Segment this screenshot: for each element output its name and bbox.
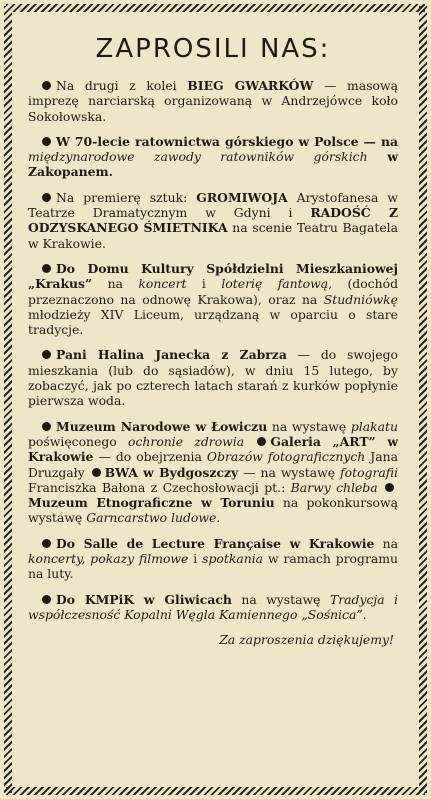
hatched-border-bottom xyxy=(6,787,425,795)
bullet-icon xyxy=(42,193,51,202)
list-item xyxy=(28,261,398,337)
bullet-icon xyxy=(385,483,394,492)
item-italic: koncert xyxy=(138,276,187,292)
item-text: — na wystawę xyxy=(238,464,341,480)
hatched-border-top xyxy=(6,4,425,12)
item-text: — do obejrzenia xyxy=(93,449,207,465)
item-bold: Galeria „ART” w Krakowie xyxy=(28,433,398,465)
item-bold: w Zakopanem. xyxy=(28,149,398,180)
item-text: — masową imprezę narciarską organizowaną w Andrzejówce koło Sokołowska. xyxy=(28,78,399,124)
item-italic: plakatu xyxy=(350,418,398,434)
list-item xyxy=(28,347,398,408)
item-bold: RADOŚĆ Z ODZYSKANEGO ŚMIETNIKA xyxy=(28,205,398,236)
item-italic: Garncarstwo ludowe xyxy=(86,510,217,526)
item-italic: ochronie zdrowia xyxy=(128,433,245,449)
item-text: . xyxy=(216,510,221,526)
list-item xyxy=(28,78,398,124)
bullet-icon xyxy=(42,422,51,431)
closing-thanks: Za zaproszenia dziękujemy! xyxy=(219,632,394,648)
item-bold: Pani Halina Janecka z Zabrza xyxy=(56,347,287,363)
list-item xyxy=(28,536,398,582)
item-text: Arystofanesa w Teatrze Dramatycznym w Gdyni i xyxy=(28,189,399,221)
item-italic: Studniówkę xyxy=(323,291,398,307)
item-bold: BWA w Bydgoszczy xyxy=(104,464,239,480)
item-text: , (dochód przeznaczono na odnowę Krakowa), oraz na xyxy=(28,276,398,307)
item-text: i xyxy=(188,551,203,567)
bullet-icon xyxy=(257,437,266,446)
hatched-border-left xyxy=(4,6,12,793)
item-italic: międzynarodowe zawody ratowników górskich xyxy=(28,149,368,165)
item-text: i xyxy=(186,276,222,292)
item-italic: Obrazów fotograficznych xyxy=(206,449,366,465)
item-bold: Muzeum Narodowe w Łowiczu xyxy=(56,418,268,434)
item-text: . xyxy=(362,606,367,622)
hatched-border-right xyxy=(419,6,427,793)
item-bold: GROMIWOJA xyxy=(196,189,288,205)
item-bold: Do Domu Kultury Spółdzielni Mieszkaniowej „Krakus” xyxy=(28,260,398,292)
item-text: na pokonkursową wystawę xyxy=(28,495,399,526)
item-text: na wystawę xyxy=(231,591,330,607)
bullet-icon xyxy=(42,137,51,146)
list-item xyxy=(28,419,398,526)
bullet-icon xyxy=(42,264,51,273)
item-bold: W 70-lecie ratownictwa górskiego w Polsce — na xyxy=(56,133,398,149)
item-text: młodzieży XIV Liceum, urządzaną w oparciu o stare tradycje. xyxy=(28,306,398,338)
item-text: Na drugi z kolei xyxy=(56,78,188,93)
list-item xyxy=(28,190,398,251)
item-bold: Do KMPiK w Gliwicach xyxy=(56,591,232,607)
bullet-icon xyxy=(42,81,51,90)
article-body xyxy=(28,30,398,647)
item-italic: spotkania xyxy=(202,551,264,567)
bullet-icon xyxy=(42,350,51,359)
item-italic: Barwy chleba xyxy=(290,479,378,495)
item-italic: koncerty, pokazy filmowe xyxy=(28,551,189,567)
bullet-icon xyxy=(92,468,101,477)
bullet-icon xyxy=(42,539,51,548)
item-italic: fotografii xyxy=(340,464,399,480)
item-text: Jana Druzgały xyxy=(28,449,398,480)
item-text: poświęconego xyxy=(28,433,129,449)
bullet-icon xyxy=(42,595,51,604)
item-italic: Tradycja i współczesność Kopalni Węgla Kamiennego „Sośnica” xyxy=(28,591,399,622)
item-bold: Muzeum Etnograficzne w Toruniu xyxy=(28,495,275,511)
list-item xyxy=(28,134,398,180)
item-text: na xyxy=(374,535,398,551)
list-item xyxy=(28,592,398,623)
article-title: ZAPROSILI NAS: xyxy=(95,34,331,64)
item-text: na wystawę xyxy=(267,418,351,434)
item-bold: Do Salle de Lecture Française w Krakowie xyxy=(56,535,375,551)
item-italic: loterię fantową xyxy=(221,276,329,292)
item-bold: BIEG GWARKÓW xyxy=(187,78,314,93)
item-text: w ramach programu na luty. xyxy=(28,551,398,582)
item-text: Franciszka Bałona z Czechosłowacji pt.: xyxy=(28,479,291,495)
item-text: Na premierę sztuk: xyxy=(56,189,197,205)
item-text: na xyxy=(92,276,139,292)
item-text: na scenie Teatru Bagatela w Krakowie. xyxy=(28,220,398,251)
item-text: — do swojego mieszkania (lub do sąsiadów), w dniu 15 lutego, by zobaczyć, jak po czterech latach starań z kurków popłynie pierwsza woda. xyxy=(28,347,399,409)
